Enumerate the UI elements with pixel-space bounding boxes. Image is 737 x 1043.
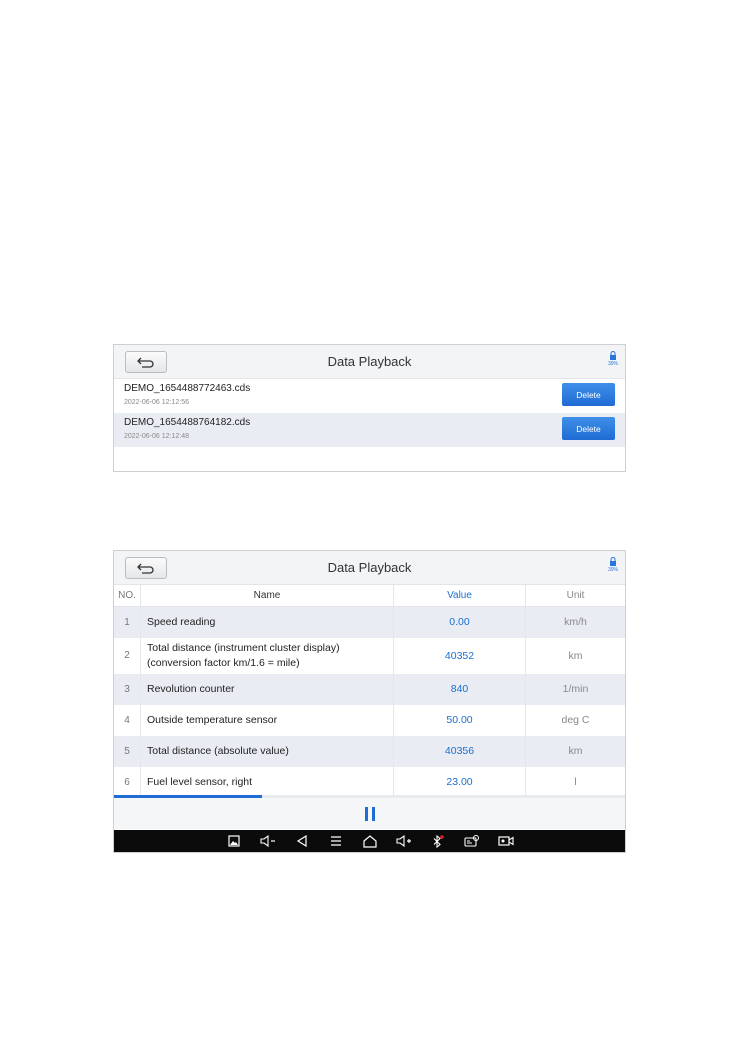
column-header-unit: Unit — [526, 585, 626, 607]
lock-battery-icon — [609, 557, 617, 566]
page-title: Data Playback — [327, 560, 412, 575]
row-name: Total distance (instrument cluster display) (conversion factor km/1.6 = mile) — [141, 638, 394, 674]
screen-record-icon[interactable] — [489, 830, 523, 852]
row-no: 6 — [114, 767, 141, 798]
row-name: Speed reading — [141, 607, 394, 638]
row-value: 840 — [394, 674, 526, 705]
screenshot-icon[interactable] — [217, 830, 251, 852]
volume-up-icon[interactable] — [387, 830, 421, 852]
row-value: 50.00 — [394, 705, 526, 736]
row-no: 2 — [114, 638, 141, 674]
battery-indicator — [606, 557, 620, 573]
file-name: DEMO_1654488764182.cds — [124, 417, 251, 428]
row-value: 0.00 — [394, 607, 526, 638]
battery-level: 39% — [607, 567, 618, 573]
column-header-no: NO. — [114, 585, 141, 607]
row-no: 4 — [114, 705, 141, 736]
table-row[interactable] — [114, 638, 625, 674]
table-header — [114, 585, 625, 607]
volume-down-icon[interactable] — [251, 830, 285, 852]
row-value: 40356 — [394, 736, 526, 767]
delete-button[interactable]: Delete — [562, 383, 615, 406]
row-name: Total distance (absolute value) — [141, 736, 394, 767]
row-unit: km/h — [526, 607, 626, 638]
row-unit: deg C — [561, 714, 590, 726]
table-row[interactable] — [114, 607, 625, 638]
title-bar — [114, 345, 625, 379]
file-name: DEMO_1654488772463.cds — [124, 383, 251, 394]
table-row[interactable] — [114, 705, 625, 736]
table-row[interactable] — [114, 674, 625, 705]
bluetooth-icon[interactable] — [421, 830, 455, 852]
data-table — [114, 585, 625, 798]
row-value: 40352 — [394, 638, 526, 674]
vci-icon[interactable] — [455, 830, 489, 852]
file-date: 2022-06-06 12:12:48 — [124, 433, 189, 440]
back-triangle-icon[interactable] — [285, 830, 319, 852]
playback-controls — [114, 798, 625, 829]
row-value: 23.00 — [394, 767, 526, 798]
title-bar — [114, 551, 625, 585]
row-unit: km — [526, 736, 626, 767]
file-list-screen — [113, 344, 626, 472]
delete-button[interactable]: Delete — [562, 417, 615, 440]
row-unit: l — [574, 776, 577, 788]
home-icon[interactable] — [353, 830, 387, 852]
playback-screen — [113, 550, 626, 853]
row-no: 5 — [114, 736, 141, 767]
row-name: Fuel level sensor, right — [141, 767, 394, 798]
table-row[interactable] — [114, 736, 625, 767]
row-no: 1 — [114, 607, 141, 638]
pause-icon[interactable] — [363, 806, 377, 822]
lock-battery-icon — [609, 351, 617, 360]
row-unit: km — [568, 649, 583, 662]
row-unit: 1/min — [526, 674, 626, 705]
system-nav-bar — [114, 830, 625, 852]
table-row[interactable] — [114, 767, 625, 798]
file-list-item[interactable] — [114, 413, 625, 447]
file-list-item[interactable] — [114, 379, 625, 413]
row-name: Outside temperature sensor — [141, 705, 394, 736]
file-date: 2022-06-06 12:12:56 — [124, 399, 189, 406]
column-header-value: Value — [394, 585, 526, 607]
row-name: Revolution counter — [141, 674, 394, 705]
row-no: 3 — [114, 674, 141, 705]
page-title: Data Playback — [327, 354, 412, 369]
battery-indicator — [606, 351, 620, 367]
column-header-name: Name — [141, 585, 394, 607]
menu-icon[interactable] — [319, 830, 353, 852]
battery-level: 39% — [607, 361, 618, 367]
